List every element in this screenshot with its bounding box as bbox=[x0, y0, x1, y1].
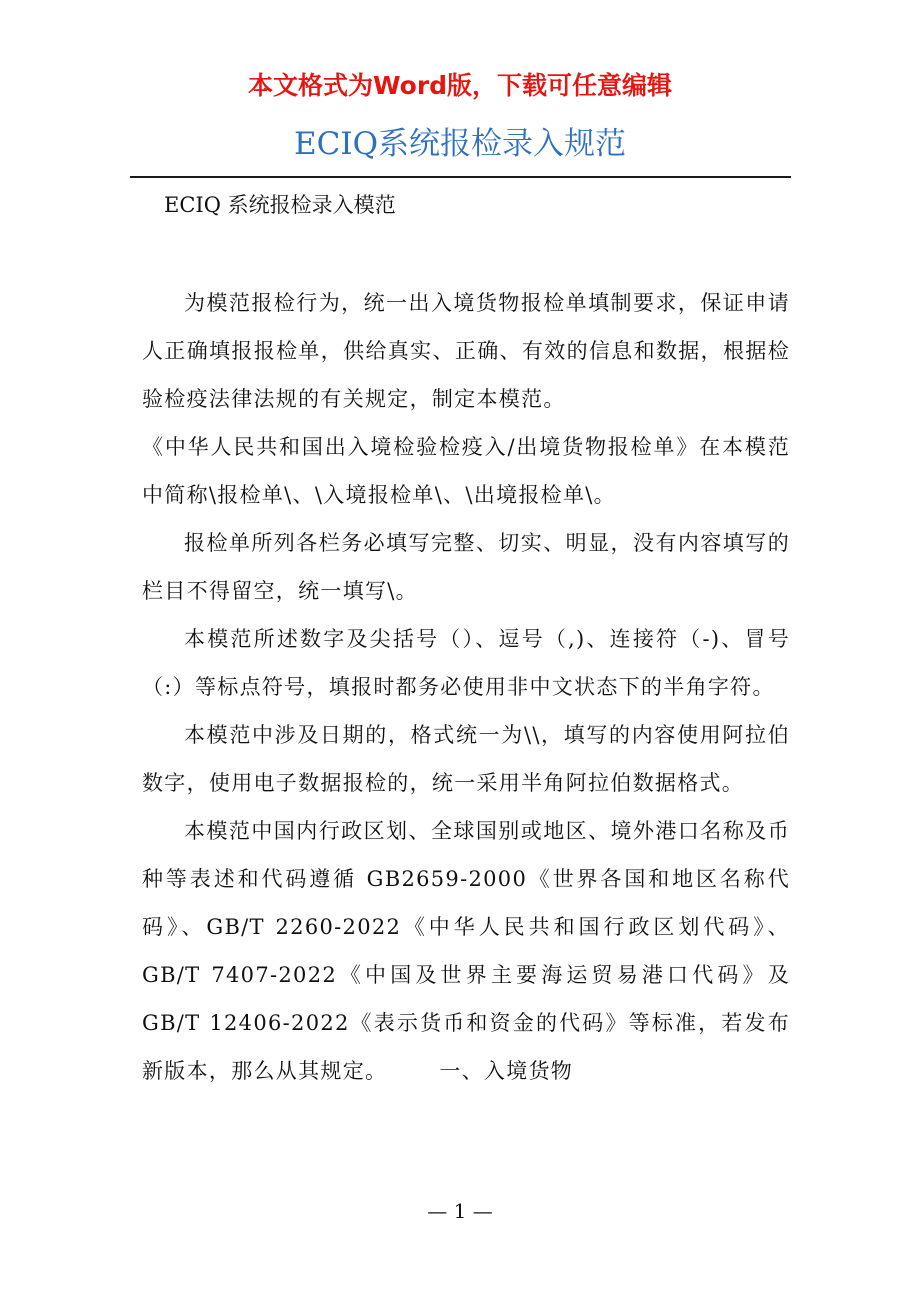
document-title: ECIQ系统报检录入规范 bbox=[293, 126, 626, 162]
download-banner: 本文格式为Word版，下载可任意编辑 bbox=[247, 71, 673, 100]
header-divider bbox=[130, 176, 791, 178]
paragraph-punctuation: 本模范所述数字及尖括号（）、逗号（,)、连接符（-)、冒号（:）等标点符号，填报时都务必使用非中文状态下的半角字符。 bbox=[142, 627, 790, 699]
paragraph-date-format: 本模范中涉及日期的，格式统一为\\，填写的内容使用阿拉伯数字，使用电子数据报检的，统一采用半角阿拉伯数据格式。 bbox=[142, 723, 790, 795]
document-subtitle: ECIQ 系统报检录入模范 bbox=[164, 193, 396, 217]
page-number: — 1 — bbox=[427, 1199, 493, 1223]
section-heading: 一、入境货物 bbox=[439, 1059, 574, 1083]
paragraph-abbreviation: 《中华人民共和国出入境检验检疫入/出境货物报检单》在本模范中简称\报检单\、\入境报检单\、\出境报检单\。 bbox=[142, 435, 790, 507]
paragraph-purpose: 为模范报检行为，统一出入境货物报检单填制要求，保证申请人正确填报报检单，供给真实、正确、有效的信息和数据，根据检验检疫法律法规的有关规定，制定本模范。 bbox=[142, 291, 790, 411]
paragraph-standards bbox=[142, 807, 790, 1095]
paragraph-standards-text: 本模范中国内行政区划、全球国别或地区、境外港口名称及币种等表述和代码遵循 GB2659-2000《世界各国和地区名称代码》、GB/T 2260-2022《中华人民共和国行政区划代码》、GB/T 7407-2022《中国及世界主要海运贸易港口代码》及 GB/T 12406-2022《表示货币和资金的代码》等标准，若发布新版本，那么从其规定。 bbox=[142, 819, 790, 1083]
document-body bbox=[142, 279, 790, 1095]
paragraph-completeness: 报检单所列各栏务必填写完整、切实、明显，没有内容填写的栏目不得留空，统一填写\。 bbox=[142, 531, 790, 603]
